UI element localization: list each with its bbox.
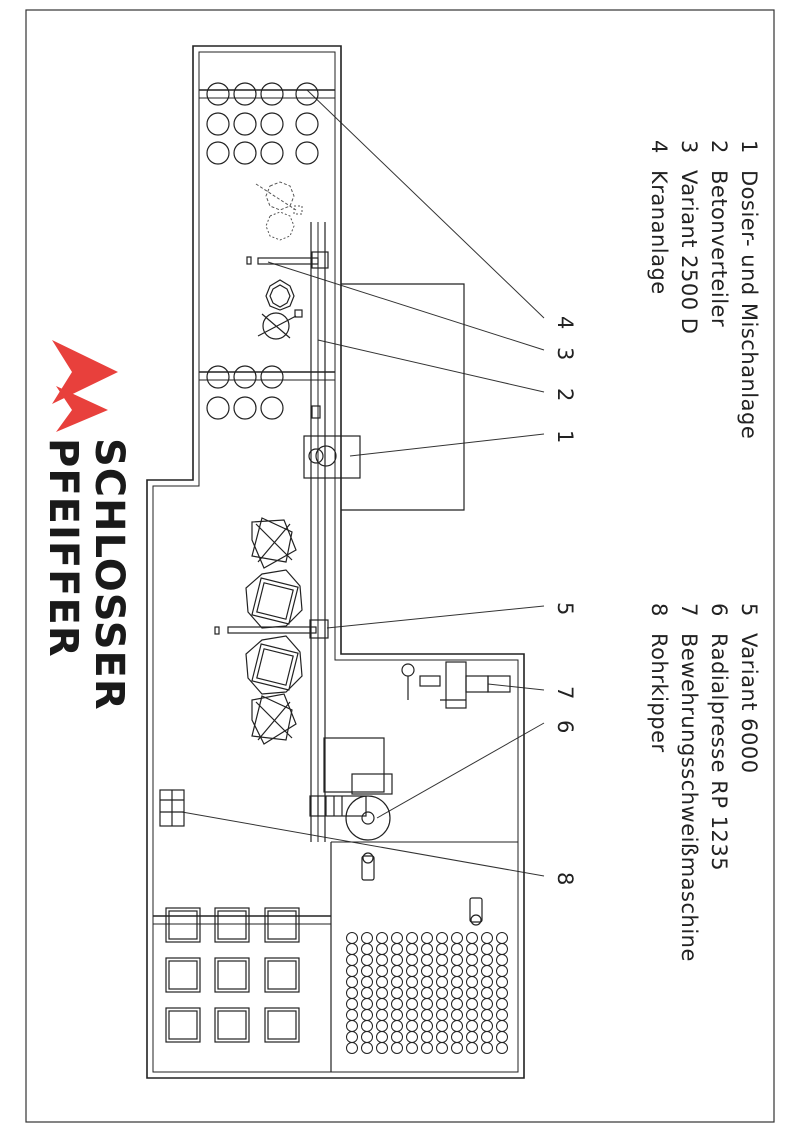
distributor-rail (311, 222, 325, 842)
forklift-wheel (471, 915, 481, 925)
small-box (295, 310, 302, 317)
pipe-section (392, 988, 403, 999)
crane-tip (215, 627, 219, 634)
pallet-inner (218, 1011, 246, 1039)
pipe-section (377, 1021, 388, 1032)
pipe-section (452, 977, 463, 988)
pipe-section (377, 1010, 388, 1021)
mould-core-inner (257, 649, 293, 685)
press-hub (362, 812, 374, 824)
pipe-section (467, 999, 478, 1010)
pipe-section (422, 1021, 433, 1032)
octagon-outline (266, 212, 294, 240)
pipe-section (482, 999, 493, 1010)
dashed-machine (256, 182, 302, 240)
pipe-section (467, 944, 478, 955)
arm-beam (258, 258, 318, 264)
leader-1 (350, 434, 544, 456)
feed-unit (420, 676, 440, 686)
pipe-section (482, 977, 493, 988)
pipe-section (392, 1032, 403, 1043)
legend-label-5: Variant 6000 (737, 633, 761, 774)
pipe-section (347, 1032, 358, 1043)
silo-group-top (199, 83, 335, 164)
pipe-section (362, 1021, 373, 1032)
pallet-inner (169, 961, 197, 989)
pipe-section (407, 1043, 418, 1054)
pipe-section (422, 944, 433, 955)
silo (207, 366, 229, 388)
silo (207, 83, 229, 105)
pipe-section (497, 933, 508, 944)
pipe-section (467, 1021, 478, 1032)
silo (296, 83, 318, 105)
wire-coil (402, 664, 414, 676)
building-inner-wall (153, 52, 518, 1072)
pipe-section (347, 933, 358, 944)
silo (234, 142, 256, 164)
pipe-section (377, 1043, 388, 1054)
pipe-section (452, 999, 463, 1010)
pipe-section (422, 988, 433, 999)
mould-core (252, 578, 298, 624)
pipe-section (497, 955, 508, 966)
pipe-section (437, 966, 448, 977)
pipe-section (377, 944, 388, 955)
pallet (166, 1008, 200, 1042)
pipe-section (392, 999, 403, 1010)
silo (261, 366, 283, 388)
pipe-section (347, 955, 358, 966)
pipe-section (497, 1010, 508, 1021)
silo (207, 397, 229, 419)
legend-num-3: 3 (677, 140, 701, 154)
pipe-section (407, 966, 418, 977)
brand-logo (40, 340, 132, 711)
pipe-section (422, 966, 433, 977)
legend-num-4: 4 (647, 140, 671, 154)
pipe-section (452, 1043, 463, 1054)
silo (296, 142, 318, 164)
callout-3: 3 (553, 347, 577, 361)
silo (261, 142, 283, 164)
mixer-drum (316, 446, 336, 466)
pipe-section (422, 1032, 433, 1043)
pipe-section (452, 1010, 463, 1021)
rotating-unit-bar (258, 316, 296, 336)
legend-label-2: Betonverteiler (707, 170, 731, 328)
pipe-section (467, 966, 478, 977)
mould-core-inner (257, 583, 293, 619)
silo (261, 83, 283, 105)
pipe-section (467, 988, 478, 999)
leader-2 (318, 340, 544, 392)
pallet (215, 908, 249, 942)
pipe-section (392, 1010, 403, 1021)
pipe-section (362, 944, 373, 955)
pipe-section (377, 977, 388, 988)
pipe-section (497, 999, 508, 1010)
pipe-section (437, 1043, 448, 1054)
pipe-section (392, 933, 403, 944)
pipe-section (422, 933, 433, 944)
pipe-section (482, 1032, 493, 1043)
pallet-inner (169, 1011, 197, 1039)
pipe-section (422, 1010, 433, 1021)
callout-6: 6 (553, 720, 577, 734)
pipe-section (497, 1021, 508, 1032)
pipe-tipper (160, 790, 184, 826)
pipe-section (452, 955, 463, 966)
pallet (265, 958, 299, 992)
pipe-section (362, 1043, 373, 1054)
pallet-inner (268, 1011, 296, 1039)
silo (234, 366, 256, 388)
small-block (312, 406, 320, 418)
pipe-section (422, 999, 433, 1010)
pipe-section (482, 988, 493, 999)
silo (207, 113, 229, 135)
pipe-section (437, 977, 448, 988)
pipe-section (497, 977, 508, 988)
pipe-section (362, 1032, 373, 1043)
pipe-section (482, 1043, 493, 1054)
pipe-section (362, 933, 373, 944)
pipe-section (452, 1032, 463, 1043)
pipe-section (407, 988, 418, 999)
pipe-section (422, 1043, 433, 1054)
pipe-section (437, 955, 448, 966)
pipe-section (407, 944, 418, 955)
callout-1: 1 (553, 430, 577, 444)
pipe-section (437, 933, 448, 944)
pipe-section (497, 966, 508, 977)
pallet (265, 908, 299, 942)
logo-mark (56, 386, 108, 432)
callout-7: 7 (553, 686, 577, 700)
silo (261, 397, 283, 419)
pipe-section (392, 944, 403, 955)
legend-num-2: 2 (707, 140, 731, 154)
legend-label-3: Variant 2500 D (677, 170, 701, 335)
pipe-section (482, 944, 493, 955)
pipe-section (347, 1021, 358, 1032)
pipe-section (437, 944, 448, 955)
pipe-section (482, 933, 493, 944)
pipe-section (377, 999, 388, 1010)
pipe-section (347, 999, 358, 1010)
pipe-section (437, 1010, 448, 1021)
pipe-section (362, 988, 373, 999)
callout-2: 2 (553, 388, 577, 402)
leader-7 (488, 684, 544, 690)
pipe-section (482, 966, 493, 977)
pipe-section (407, 999, 418, 1010)
leader-6 (377, 723, 544, 818)
pipe-section (377, 966, 388, 977)
mixer-housing (304, 436, 360, 478)
pipe-section (377, 955, 388, 966)
pipe-section (437, 1032, 448, 1043)
octagon-mould (246, 636, 302, 694)
pipe-section (377, 1032, 388, 1043)
silo (234, 397, 256, 419)
callout-numbers (553, 316, 577, 885)
frame-bar (258, 702, 290, 740)
pipe-section (347, 944, 358, 955)
pallet (215, 958, 249, 992)
silo (207, 142, 229, 164)
dashed-arm (256, 184, 296, 210)
pipe-section (452, 944, 463, 955)
leader-3 (268, 262, 544, 350)
pipe-section (452, 1021, 463, 1032)
brand-name-line2: PFEIFFER (40, 438, 86, 658)
silo-group-middle (199, 366, 335, 419)
pipe-section (422, 977, 433, 988)
pipe-section (407, 933, 418, 944)
callout-4: 4 (553, 316, 577, 330)
legend-label-1: Dosier- und Mischanlage (737, 170, 761, 440)
press-platform (352, 774, 392, 794)
pipe-section (467, 1032, 478, 1043)
pipe-section (362, 966, 373, 977)
arm-tip (247, 257, 251, 264)
silo (261, 113, 283, 135)
octagon-mould (246, 570, 302, 628)
pipe-section (347, 966, 358, 977)
pipe-section (392, 977, 403, 988)
leader-lines (182, 90, 544, 876)
pipe-section (347, 977, 358, 988)
pipe-section (347, 1010, 358, 1021)
pipe-section (482, 1021, 493, 1032)
octagon-inner (270, 285, 290, 307)
pallet (166, 958, 200, 992)
legend-num-8: 8 (647, 603, 671, 617)
pipe-section (377, 933, 388, 944)
pipe-section (392, 1021, 403, 1032)
callout-5: 5 (553, 602, 577, 616)
pipe-section (452, 966, 463, 977)
pallet (215, 1008, 249, 1042)
pipe-section (482, 955, 493, 966)
pipe-section (407, 1010, 418, 1021)
silo (234, 113, 256, 135)
radial-press (310, 738, 392, 840)
press-ring (346, 796, 390, 840)
pipe-section (482, 1010, 493, 1021)
pipe-section (392, 955, 403, 966)
pipe-section (467, 1043, 478, 1054)
pipe-section (467, 933, 478, 944)
pipe-section (407, 977, 418, 988)
pallet (265, 1008, 299, 1042)
pipe-section (467, 1010, 478, 1021)
pipe-section (407, 1021, 418, 1032)
pipe-section (497, 1043, 508, 1054)
pipe-section (437, 1021, 448, 1032)
legend-label-8: Rohrkipper (647, 633, 671, 753)
pipe-section (347, 1043, 358, 1054)
pipe-section (497, 944, 508, 955)
welding-arm (466, 676, 488, 692)
legend-label-7: Bewehrungsschweißmaschine (677, 633, 701, 962)
pipe-section (497, 988, 508, 999)
pipe-section (347, 988, 358, 999)
silo (234, 83, 256, 105)
forklift-wheel (363, 853, 373, 863)
pipe-section (407, 1032, 418, 1043)
pipe-section (362, 977, 373, 988)
variant-2500d (247, 252, 328, 339)
pipe-section (362, 999, 373, 1010)
pipe-storage (347, 933, 508, 1054)
leader-5 (327, 606, 544, 628)
welding-body (446, 662, 466, 708)
legend-num-6: 6 (707, 603, 731, 617)
pipe-section (467, 955, 478, 966)
pipe-section (392, 1043, 403, 1054)
pipe-section (362, 1010, 373, 1021)
legend-right (647, 603, 761, 962)
pipe-section (362, 955, 373, 966)
pipe-section (422, 955, 433, 966)
crane-arm (228, 627, 316, 633)
brand-name-line1: SCHLOSSER (86, 438, 132, 711)
pipe-section (392, 966, 403, 977)
pipe-section (467, 977, 478, 988)
storage-pallets (153, 908, 331, 1042)
mixing-plant (304, 436, 360, 478)
legend-label-4: Krananlage (647, 170, 671, 295)
legend-left (647, 140, 761, 439)
pipe-section (377, 988, 388, 999)
silo (296, 113, 318, 135)
pallet-inner (268, 961, 296, 989)
mould-core (252, 644, 298, 690)
legend-label-6: Radialpresse RP 1235 (707, 633, 731, 872)
building-walls (147, 46, 524, 1078)
pallet (166, 908, 200, 942)
forklift-units (362, 853, 482, 925)
pipe-section (437, 988, 448, 999)
callout-8: 8 (553, 872, 577, 886)
pipe-section (437, 999, 448, 1010)
legend-num-1: 1 (737, 140, 761, 154)
pipe-section (452, 988, 463, 999)
legend-num-7: 7 (677, 603, 701, 617)
legend-num-5: 5 (737, 603, 761, 617)
pallet-inner (218, 961, 246, 989)
pipe-section (497, 1032, 508, 1043)
press-frame (324, 738, 384, 792)
pipe-section (452, 933, 463, 944)
pipe-section (407, 955, 418, 966)
